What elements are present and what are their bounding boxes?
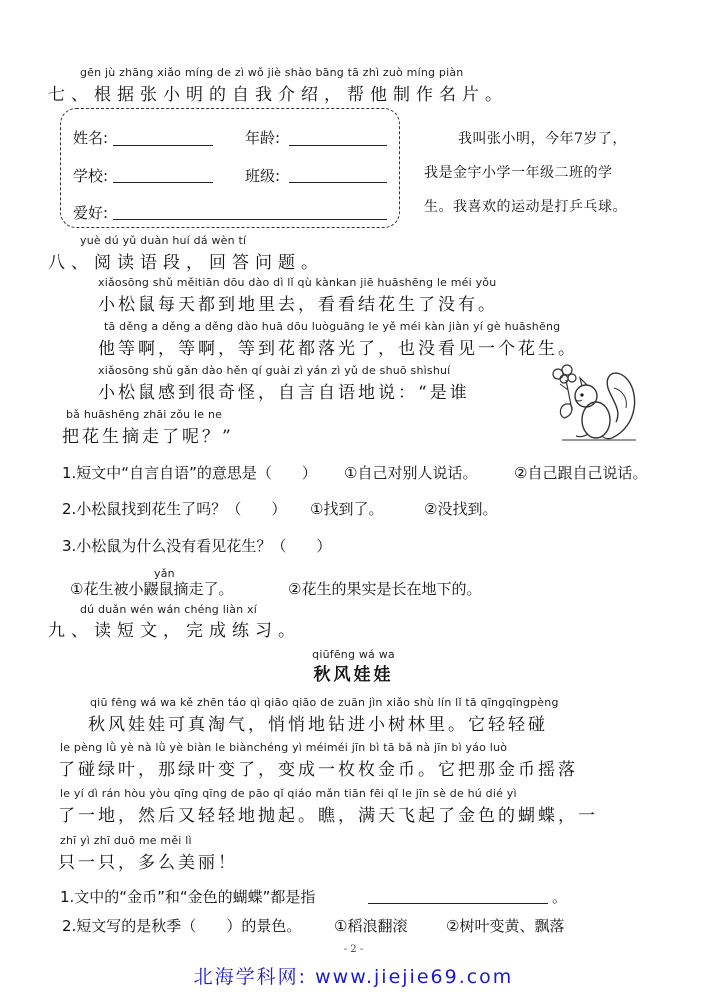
- school-label: 学校:: [73, 167, 109, 185]
- section8-title: 八、阅读语段，回答问题。: [48, 253, 324, 273]
- question-2: 2.小松鼠找到花生了吗？（ ）: [62, 500, 287, 518]
- section9-question-2-option-1[interactable]: ①稻浪翻滚: [334, 917, 408, 935]
- question-1: 1.短文中“自言自语”的意思是（ ）: [62, 464, 317, 482]
- story-pinyin-1: qiū fēng wá wa kě zhēn táo qì qiāo qiāo de zuān jìn xiǎo shù lín lǐ tā qīngqīngpèng: [90, 696, 559, 709]
- question-3: 3.小松鼠为什么没有看见花生？（ ）: [62, 537, 332, 555]
- passage-pinyin-4: bǎ huāshēng zhāi zǒu le ne: [66, 408, 223, 421]
- school-field[interactable]: [113, 182, 213, 183]
- story-pinyin-3: le yí dì rán hòu yòu qīng qīng de pāo qǐ qiáo mǎn tiān fēi qǐ le jīn sè de hú dié yì: [60, 787, 517, 800]
- name-card: [60, 108, 400, 228]
- section9-question-2-option-2[interactable]: ②树叶变黄、飘落: [446, 917, 565, 935]
- question-2-option-2[interactable]: ②没找到。: [424, 500, 498, 518]
- section7-title: 七、根据张小明的自我介绍，帮他制作名片。: [48, 85, 508, 105]
- section9-question-2: 2.短文写的是秋季（ ）的景色。: [62, 917, 302, 935]
- passage-line-3: 小松鼠感到很奇怪，自言自语地说：“是谁: [98, 383, 470, 403]
- passage-pinyin-2: tā děng a děng a děng dào huā dōu luòguāng le yě méi kàn jiàn yí gè huāshēng: [104, 320, 561, 333]
- story-title-pinyin: qiūfēng wá wa: [312, 648, 395, 661]
- story-line-2: 了碰绿叶，那绿叶变了，变成一枚枚金币。它把那金币摇落: [58, 760, 578, 780]
- class-field[interactable]: [289, 182, 387, 183]
- section9-pinyin: dú duǎn wén wán chéng liàn xí: [80, 603, 257, 616]
- story-pinyin-4: zhī yì zhī duō me měi lì: [60, 834, 192, 847]
- question-3-option-2[interactable]: ②花生的果实是长在地下的。: [288, 580, 482, 598]
- story-line-1: 秋风娃娃可真淘气，悄悄地钻进小树林里。它轻轻碰: [88, 715, 548, 735]
- question-3-option-1[interactable]: ①花生被小鼹鼠摘走了。: [70, 580, 234, 598]
- question-3-pinyin: yǎn: [154, 567, 175, 580]
- hobby-label: 爱好:: [73, 204, 109, 222]
- footer-watermark: 北海学科网: www.jiejie69.com: [193, 966, 514, 988]
- squirrel-illustration: [542, 360, 640, 442]
- section9-question-1-end: 。: [552, 888, 568, 906]
- passage-line-2: 他等啊，等啊，等到花都落光了，也没看见一个花生。: [98, 339, 578, 359]
- age-label: 年龄:: [245, 129, 281, 147]
- age-field[interactable]: [289, 145, 387, 146]
- passage-pinyin-3: xiǎosōng shǔ gǎn dào hěn qí guài zì yán zì yǔ de shuō shìshuí: [98, 364, 451, 377]
- section9-question-1: 1.文中的“金币”和“金色的蝴蝶”都是指: [60, 888, 316, 906]
- passage-line-4: 把花生摘走了呢？”: [62, 427, 234, 447]
- section9-title: 九、读短文，完成练习。: [48, 621, 301, 641]
- intro-line-3: 生。我喜欢的运动是打乒乓球。: [424, 199, 627, 215]
- story-pinyin-2: le pèng lǜ yè nà lǜ yè biàn le biànchéng yì méiméi jīn bì tā bǎ nà jīn bì yáo luò: [60, 741, 508, 754]
- question-1-option-2[interactable]: ②自己跟自己说话。: [514, 464, 648, 482]
- passage-pinyin-1: xiǎosōng shǔ měitiān dōu dào dì lǐ qù kànkan jiē huāshēng le méi yǒu: [98, 276, 497, 289]
- story-title: 秋风娃娃: [313, 665, 394, 685]
- hobby-field[interactable]: [113, 219, 387, 220]
- class-label: 班级:: [245, 167, 281, 185]
- intro-line-2: 我是金宇小学一年级二班的学: [424, 165, 613, 181]
- story-line-4: 只一只，多么美丽！: [58, 853, 238, 873]
- story-line-3: 了一地，然后又轻轻地抛起。瞧，满天飞起了金色的蝴蝶，一: [58, 806, 598, 826]
- question-1-option-1[interactable]: ①自己对别人说话。: [344, 464, 478, 482]
- section8-pinyin: yuè dú yǔ duàn huí dá wèn tí: [80, 234, 247, 247]
- intro-line-1: 我叫张小明，今年7岁了，: [458, 131, 627, 147]
- page-number: - 2 -: [343, 944, 364, 955]
- section7-pinyin: gēn jù zhāng xiǎo míng de zì wǒ jiè shào bāng tā zhì zuò míng piàn: [80, 66, 464, 79]
- passage-line-1: 小松鼠每天都到地里去，看看结花生了没有。: [98, 295, 498, 315]
- question-2-option-1[interactable]: ①找到了。: [310, 500, 384, 518]
- section9-answer-blank[interactable]: [368, 903, 548, 904]
- name-label: 姓名:: [73, 129, 109, 147]
- name-field[interactable]: [113, 145, 213, 146]
